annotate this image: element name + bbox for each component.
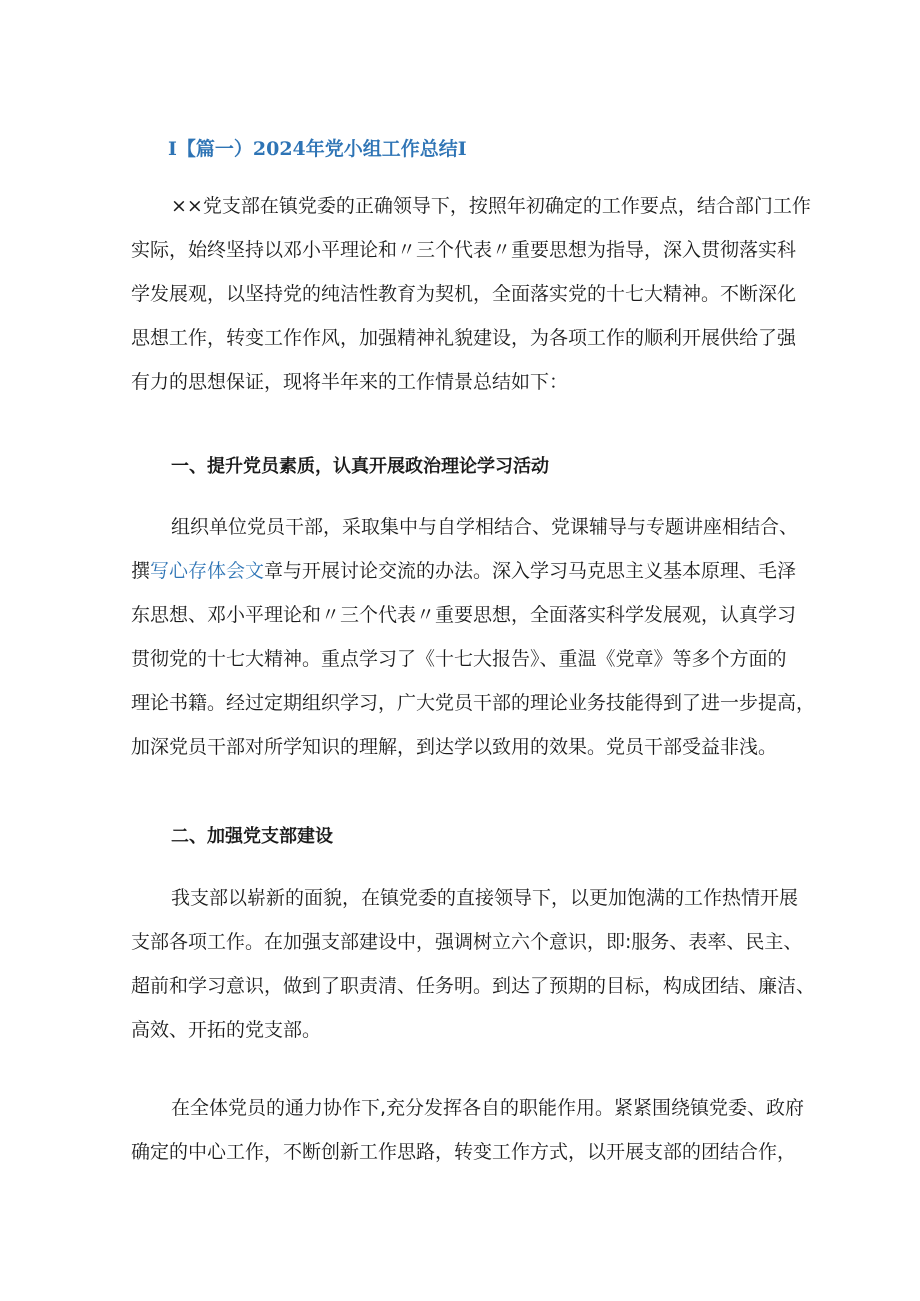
section2-line: 支部各项工作。在加强支部建设中，强调树立六个意识，即:服务、表率、民主、 bbox=[131, 931, 803, 953]
section2-line: 超前和学习意识，做到了职责清、任务明。到达了预期的目标，构成团结、廉洁、 bbox=[131, 975, 816, 997]
section2-line: 确定的中心工作，不断创新工作思路，转变工作方式，以开展支部的团结合作， bbox=[131, 1141, 797, 1163]
section1-line: 加深党员干部对所学知识的理解，到达学以致用的效果。党员干部受益非浅。 bbox=[131, 736, 778, 758]
section1-line: 理论书籍。经过定期组织学习，广大党员干部的理论业务技能得到了进一步提高， bbox=[131, 692, 816, 714]
section2-line: 高效、开拓的党支部。 bbox=[131, 1019, 322, 1041]
section1-line: 贯彻党的十七大精神。重点学习了《十七大报告》、重温《党章》等多个方面的 bbox=[131, 648, 787, 670]
section1-line: 组织单位党员干部，采取集中与自学相结合、党课辅导与专题讲座相结合、 bbox=[171, 516, 799, 538]
section2-line: 我支部以崭新的面貌，在镇党委的直接领导下，以更加饱满的工作热情开展 bbox=[171, 887, 799, 909]
intro-paragraph bbox=[131, 184, 811, 404]
intro-line: 有力的思想保证，现将半年来的工作情景总结如下： bbox=[131, 371, 569, 393]
text-segment: 撰 bbox=[131, 560, 151, 582]
section2-line: 在全体党员的通力协作下,充分发挥各自的职能作用。紧紧围绕镇党委、政府 bbox=[171, 1097, 805, 1119]
section-heading: 一、提升党员素质，认真开展政治理论学习活动 bbox=[171, 456, 549, 477]
intro-line: ××党支部在镇党委的正确领导下，按照年初确定的工作要点，结合部门工作 bbox=[171, 195, 811, 217]
text-segment: 章与开展讨论交流的办法。深入学习马克思主义基本原理、毛泽 bbox=[264, 560, 797, 582]
section1-paragraph bbox=[131, 505, 816, 769]
section2-paragraph bbox=[131, 876, 816, 1052]
inline-link[interactable]: 写心存体会文 bbox=[150, 560, 265, 582]
intro-line: 学发展观，以坚持党的纯洁性教育为契机，全面落实党的十七大精神。不断深化 bbox=[131, 283, 797, 305]
section2-paragraph bbox=[131, 1086, 811, 1174]
section-heading: 二、加强党支部建设 bbox=[171, 826, 333, 847]
intro-line: 思想工作，转变工作作风，加强精神礼貌建设，为各项工作的顺利开展供给了强 bbox=[131, 327, 797, 349]
document-title: I【篇一）2024年党小组工作总结I bbox=[168, 138, 467, 160]
section1-line: 东思想、邓小平理论和〃三个代表〃重要思想，全面落实科学发展观，认真学习 bbox=[131, 604, 797, 626]
intro-line: 实际，始终坚持以邓小平理论和〃三个代表〃重要思想为指导，深入贯彻落实科 bbox=[131, 239, 797, 261]
section1-line-with-link bbox=[131, 549, 811, 593]
